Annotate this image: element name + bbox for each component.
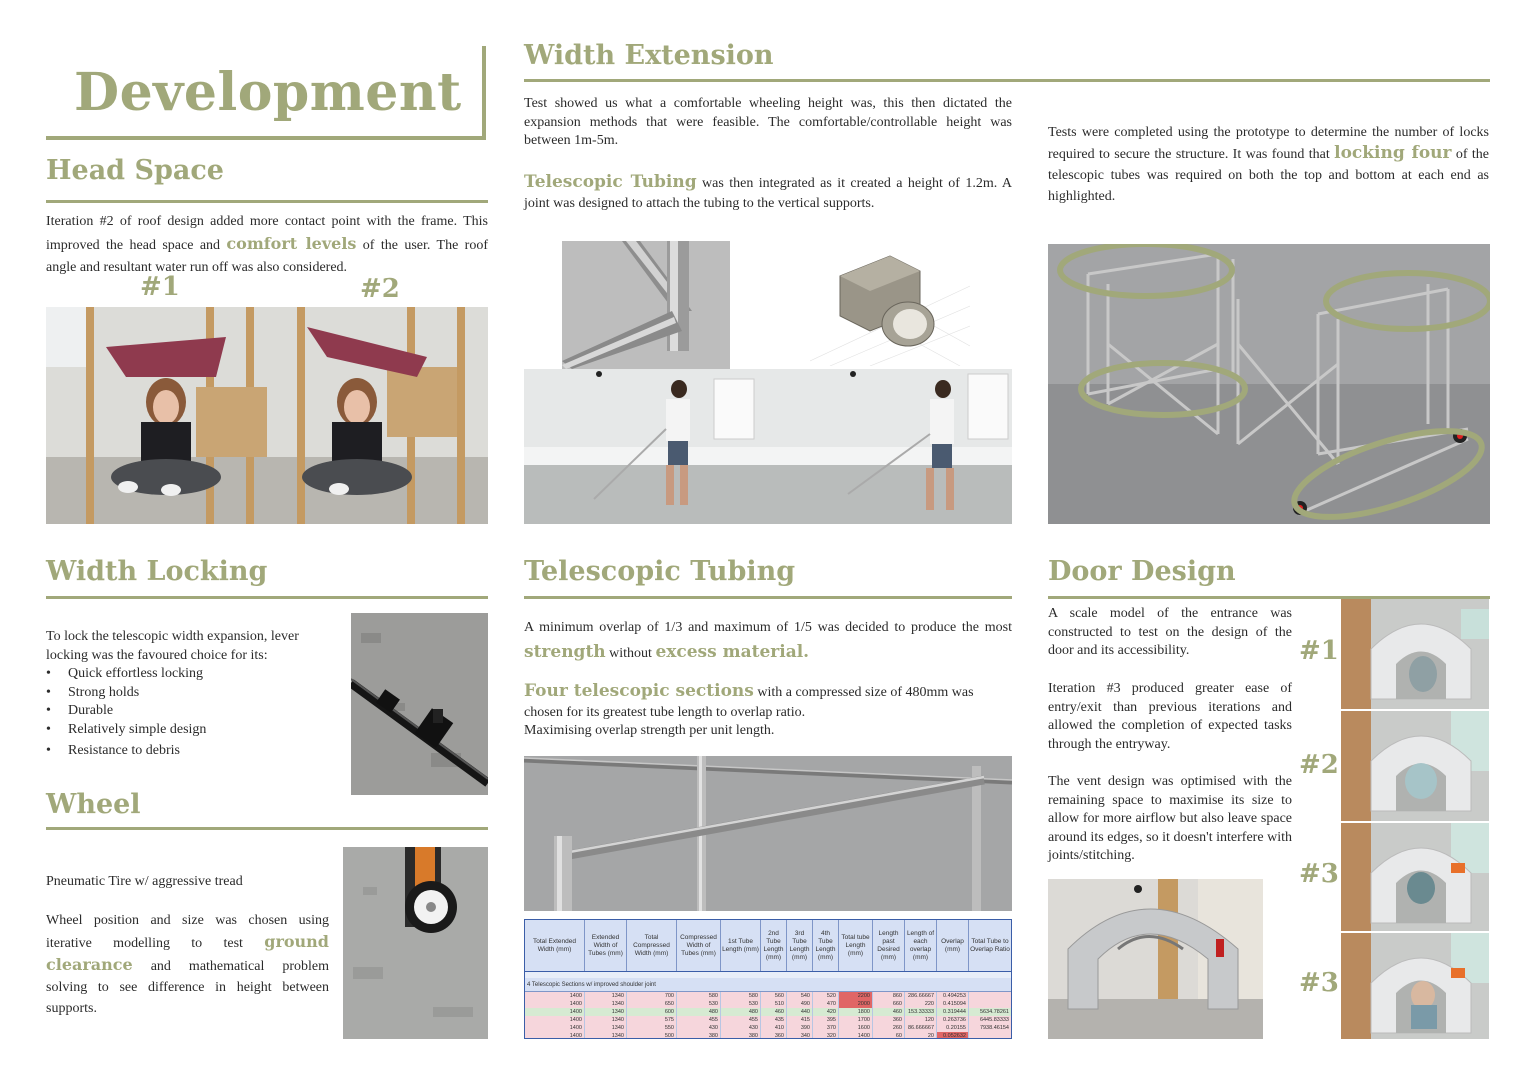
head-space-photo-1 [46, 307, 267, 524]
table-cell: 5634.78261 [979, 1009, 1009, 1015]
door-scale-model-photo [1048, 879, 1263, 1039]
table-header-cell: Length of each overlap (mm) [905, 920, 937, 971]
table-cell: 430 [677, 1024, 721, 1032]
door-design-heading: Door Design [1048, 556, 1236, 587]
ground-clearance-highlight: ground clearance [46, 932, 329, 974]
table-cell: 1400 [525, 992, 585, 1000]
table-cell: 1700 [839, 1016, 873, 1024]
table-header-cell: 2nd Tube Length (mm) [761, 920, 787, 971]
table-header-cell: Total Extended Width (mm) [525, 920, 585, 971]
table-header-cell: 1st Tube Length (mm) [721, 920, 761, 971]
telescopic-calc-table [524, 919, 1012, 1039]
head-space-rule [46, 200, 488, 203]
list-item: • Relatively simple design [46, 721, 336, 740]
table-cell: 600 [627, 1008, 677, 1016]
table-cell: 530 [721, 1000, 761, 1008]
table-cell: 60 [873, 1032, 905, 1039]
table-cell: 1400 [525, 1016, 585, 1024]
table-cell: 20 [905, 1032, 937, 1039]
table-header-cell: Compressed Width of Tubes (mm) [677, 920, 721, 971]
table-cell: 1400 [525, 1024, 585, 1032]
width-extension-heading: Width Extension [524, 40, 774, 71]
table-cell: 286.66667 [905, 992, 937, 1000]
door-photo-3 [1341, 823, 1489, 931]
door-label-3: #3 [1299, 859, 1339, 889]
table-cell: 380 [677, 1032, 721, 1039]
head-space-photo-2 [267, 307, 488, 524]
telescopic-tube-render [524, 756, 1012, 911]
table-cell: 360 [873, 1016, 905, 1024]
width-extension-para-1: Test showed us what a comfortable wheeling height was, this then dictated the expansion methods that were feasible. The comfortable/controllable height was between 1m-5m. [524, 96, 1012, 148]
table-header-cell: Total tube Length (mm) [839, 920, 873, 971]
list-item: • Durable [46, 702, 336, 721]
door-photo-1 [1341, 599, 1489, 709]
list-item: • Strong holds [46, 684, 336, 703]
table-cell: 86.666667 [905, 1024, 937, 1032]
table-cell: 410 [761, 1024, 787, 1032]
door-label-2: #2 [1299, 750, 1339, 780]
head-space-heading: Head Space [46, 155, 224, 186]
width-locking-intro: To lock the telescopic width expansion, lever locking was the favoured choice for its: [46, 629, 299, 663]
table-cell: 510 [761, 1000, 787, 1008]
table-cell: 340 [787, 1032, 813, 1039]
table-cell: 860 [873, 992, 905, 1000]
table-group-label: 4 Telescopic Sections w/ improved shoulder joint [525, 978, 1011, 992]
table-header-cell: Length past Desired (mm) [873, 920, 905, 971]
table-cell [969, 992, 1011, 1000]
joint-cad-render [562, 241, 730, 369]
table-cell: 455 [721, 1016, 761, 1024]
wheel-rule [46, 827, 488, 830]
table-cell: 440 [787, 1008, 813, 1016]
telescopic-tubing-para-3: Maximising overlap strength per unit length. [524, 723, 775, 738]
table-cell: 0.20155 [937, 1024, 969, 1032]
table-cell [969, 1000, 1011, 1008]
lever-lock-photo [351, 613, 488, 795]
table-cell: 2200 [839, 992, 873, 1000]
title-divider [46, 136, 486, 140]
table-cell: 1800 [839, 1008, 873, 1016]
wheeling-test-photo-1 [524, 369, 768, 524]
table-header-cell: Extended Width of Tubes (mm) [585, 920, 627, 971]
table-cell: 1340 [585, 1008, 627, 1016]
telescopic-tubing-highlight: Telescopic Tubing [524, 172, 697, 192]
table-cell: 435 [761, 1016, 787, 1024]
table-cell: 480 [677, 1008, 721, 1016]
door-label-1: #1 [1299, 636, 1339, 666]
table-cell: 320 [813, 1032, 839, 1039]
frame-render-locks [1048, 244, 1490, 524]
table-cell: 6445.83333 [979, 1017, 1009, 1023]
table-cell: 415 [787, 1016, 813, 1024]
table-cell: 550 [627, 1024, 677, 1032]
table-cell: 520 [813, 992, 839, 1000]
table-cell: 420 [813, 1008, 839, 1016]
table-cell: 390 [787, 1024, 813, 1032]
door-design-para-2: Iteration #3 produced greater ease of entry/exit than previous iterations and allowed the completion of expected tasks through the entryway. [1048, 681, 1292, 752]
table-cell: 370 [813, 1024, 839, 1032]
table-cell: 660 [873, 1000, 905, 1008]
table-cell: 380 [721, 1032, 761, 1039]
table-cell: 480 [721, 1008, 761, 1016]
table-header-cell: Overlap (mm) [937, 920, 969, 971]
table-row [525, 1016, 1011, 1024]
width-extension-right-text: Tests were completed using the prototype to determine the number of locks required to secure the structure. It was found that locking four of the telescopic tubes was required on both the top and bottom at each end as highlighted. [1048, 125, 1489, 204]
table-header-cell: 3rd Tube Length (mm) [787, 920, 813, 971]
table-cell: 120 [905, 1016, 937, 1024]
width-locking-rule [46, 596, 488, 599]
table-row [525, 1024, 1011, 1032]
wheel-photo [343, 847, 488, 1039]
table-cell: 490 [787, 1000, 813, 1008]
table-cell: 1400 [839, 1032, 873, 1039]
table-cell: 1400 [525, 1032, 585, 1039]
table-row [525, 1000, 1011, 1008]
comfort-levels-highlight: comfort levels [226, 234, 357, 253]
table-cell: 1340 [585, 1032, 627, 1039]
table-row [525, 992, 1011, 1000]
strength-highlight: strength [524, 642, 606, 662]
table-cell: 650 [627, 1000, 677, 1008]
wheel-tire-text: Pneumatic Tire w/ aggressive tread [46, 874, 243, 889]
table-cell: 7938.46154 [979, 1025, 1009, 1031]
table-cell: 1340 [585, 992, 627, 1000]
table-header-cell: Total Tube to Overlap Ratio [970, 937, 1010, 953]
width-extension-rule [524, 79, 1490, 82]
table-cell: 575 [627, 1016, 677, 1024]
door-photo-2 [1341, 711, 1489, 821]
table-cell: 1340 [585, 1024, 627, 1032]
list-item: • Resistance to debris [46, 742, 336, 761]
width-locking-list [46, 665, 336, 761]
door-design-para-3: The vent design was optimised with the remaining space to maximise its size to allow for more airflow but also leave space around its edges, so it doesn't interfere with joints/stitching. [1048, 774, 1292, 863]
table-cell: 1340 [585, 1000, 627, 1008]
table-body [525, 992, 1011, 1039]
table-cell: 470 [813, 1000, 839, 1008]
locking-four-highlight: locking four [1334, 143, 1452, 163]
table-cell: 260 [873, 1024, 905, 1032]
table-cell: 1600 [839, 1024, 873, 1032]
head-space-label-1: #1 [140, 272, 180, 302]
table-cell: 2000 [839, 1000, 873, 1008]
table-row [525, 1008, 1011, 1016]
door-design-para-1: A scale model of the entrance was constructed to test on the design of the door and its accessibility. [1048, 606, 1292, 658]
wheel-heading: Wheel [46, 789, 141, 820]
table-cell: 460 [761, 1008, 787, 1016]
page-title: Development [74, 62, 462, 123]
door-label-4: #3 [1299, 968, 1339, 998]
table-cell: 0.263736 [937, 1016, 969, 1024]
table-cell: 700 [627, 992, 677, 1000]
table-cell: 1400 [525, 1000, 585, 1008]
width-extension-para-2: Telescopic Tubing was then integrated as it created a height of 1.2m. A joint was designed to attach the tubing to the vertical supports. [524, 172, 1012, 211]
table-cell: 530 [677, 1000, 721, 1008]
telescopic-tubing-para-2: Four telescopic sections with a compressed size of 480mm was chosen for its greatest tube length to overlap ratio. [524, 681, 974, 720]
door-photo-4 [1341, 933, 1489, 1039]
telescopic-tubing-rule [524, 596, 1012, 599]
table-cell: 153.33333 [905, 1008, 937, 1016]
table-cell: 395 [813, 1016, 839, 1024]
table-cell: 500 [627, 1032, 677, 1039]
table-cell: 430 [721, 1024, 761, 1032]
four-sections-highlight: Four telescopic sections [524, 681, 754, 701]
telescopic-tubing-para-1: A minimum overlap of 1/3 and maximum of 1/5 was decided to produce the most strength without excess material. [524, 620, 1012, 662]
wheeling-test-photo-2 [768, 369, 1012, 524]
title-divider-vertical [482, 46, 486, 140]
table-cell: 1400 [525, 1008, 585, 1016]
head-space-label-2: #2 [360, 274, 400, 304]
table-cell: 540 [787, 992, 813, 1000]
table-header [525, 920, 1011, 972]
table-cell: 360 [761, 1032, 787, 1039]
excess-material-highlight: excess material. [655, 642, 810, 662]
table-cell: 460 [873, 1008, 905, 1016]
table-cell: 560 [761, 992, 787, 1000]
table-cell: 0.494253 [937, 992, 969, 1000]
table-cell: 0.415094 [937, 1000, 969, 1008]
table-cell: 0.052632 [937, 1032, 969, 1039]
table-row [525, 1032, 1011, 1039]
head-space-text: Iteration #2 of roof design added more contact point with the frame. This improved the head space and comfort levels of the user. The roof angle and resultant water run off was also considered. [46, 214, 489, 275]
table-header-cell: Total Compressed Width (mm) [627, 920, 677, 971]
wheel-position-text: Wheel position and size was chosen using iterative modelling to test ground clearance and mathematical problem solving to see difference in height between supports. [46, 913, 329, 1016]
table-cell: 220 [905, 1000, 937, 1008]
table-cell [969, 1032, 1011, 1039]
table-cell: 0.319444 [937, 1008, 969, 1016]
table-cell: 455 [677, 1016, 721, 1024]
telescopic-tubing-heading: Telescopic Tubing [524, 556, 796, 587]
table-header-cell: 4th Tube Length (mm) [813, 920, 839, 971]
list-item: • Quick effortless locking [46, 665, 336, 684]
joint-bracket-cad [810, 246, 970, 366]
table-cell: 580 [721, 992, 761, 1000]
table-cell: 580 [677, 992, 721, 1000]
width-locking-heading: Width Locking [46, 556, 268, 587]
table-cell: 1340 [585, 1016, 627, 1024]
